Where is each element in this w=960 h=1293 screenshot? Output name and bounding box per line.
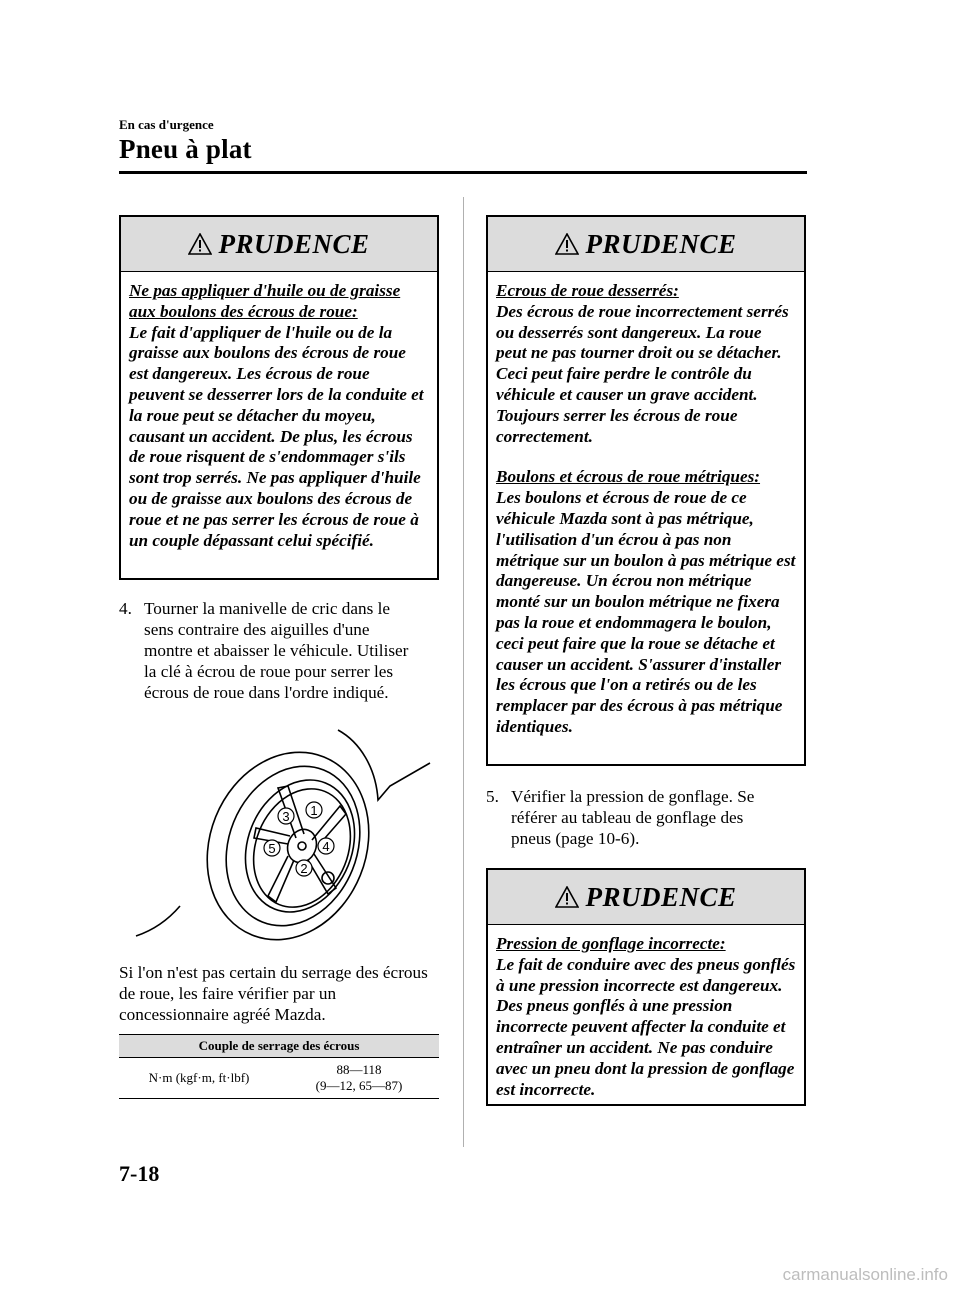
nut-label-4: 4 xyxy=(322,839,330,854)
torque-value xyxy=(279,1058,439,1099)
caution-header xyxy=(488,217,804,272)
caution-title: PRUDENCE xyxy=(585,228,737,259)
caution-heading-metric: Boulons et écrous de roue métriques: xyxy=(496,467,761,487)
nut-label-3: 3 xyxy=(282,809,290,824)
warning-icon xyxy=(555,886,579,908)
caution-text: Le fait d'appliquer de l'huile ou de la graisse aux boulons des écrous de roue est dangereux. Les écrous de roue peuvent se desserrer lors de la conduite et la roue peut se détacher du moyeu, causant un accident. De plus, les écrous de roue risquent de s'endommager s'ils sont trop serrés. Ne pas appliquer d'huile ou de graisse aux boulons des écrous de roue et ne pas serrer les écrous de roue à un couple dépassant celui spécifié. xyxy=(129,322,424,550)
torque-table xyxy=(119,1034,439,1099)
step-text: Vérifier la pression de gonflage. Se référer au tableau de gonflage des pneus (page 10-6). xyxy=(511,787,755,848)
caution-header xyxy=(121,217,437,272)
caution-body xyxy=(121,272,437,559)
torque-value-line1: 88―118 xyxy=(336,1062,382,1077)
column-divider xyxy=(463,197,464,1147)
page-number: 7-18 xyxy=(119,1161,160,1186)
watermark: carmanualsonline.info xyxy=(782,1265,948,1284)
warning-icon xyxy=(555,233,579,255)
caution-box-oil-grease xyxy=(119,215,439,580)
caution-body xyxy=(488,925,804,1108)
step-number: 4. xyxy=(119,599,132,618)
warning-icon xyxy=(188,233,212,255)
caution-title: PRUDENCE xyxy=(585,881,737,912)
nut-label-1: 1 xyxy=(310,803,318,818)
caution-box-wheel-nuts xyxy=(486,215,806,766)
caution-text-metric: Les boulons et écrous de roue de ce véhicule Mazda sont à pas métrique, l'utilisation d'un écrou à pas non métrique sur un boulon à pas métrique est dangereuse. Un écrou non métrique monté sur un boulon métrique ne fixera pas la roue et endommagera le boulon, ceci peut faire que la roue se détache et causer un accident. S'assurer d'installer les écrous que l'on a retirés ou de les remplacer par des écrous à pas métrique identiques. xyxy=(496,488,796,736)
step-5 xyxy=(486,786,786,849)
step-text: Tourner la manivelle de cric dans le sens contraire des aiguilles d'une montre et abaisser le véhicule. Utiliser la clé à écrou de roue pour serrer les écrous de roue dans l'ordre indiqué. xyxy=(144,599,409,702)
caution-box-tire-pressure xyxy=(486,868,806,1106)
caution-text: Le fait de conduire avec des pneus gonflés à une pression incorrecte est dangereux. Des pneus gonflés à une pression incorrecte peuvent affecter la conduite et entraîner un accident. Ne pas conduire avec un pneu dont la pression de gonflage est incorrecte. xyxy=(496,954,796,1099)
step-4 xyxy=(119,598,419,703)
step-number: 5. xyxy=(486,787,499,806)
title-rule xyxy=(119,171,807,174)
nut-label-2: 2 xyxy=(300,861,308,876)
torque-unit: N·m (kgf·m, ft·lbf) xyxy=(119,1058,279,1099)
caution-heading: Ne pas appliquer d'huile ou de graisse aux boulons des écrous de roue: xyxy=(129,281,401,321)
caution-heading-loose-nuts: Ecrous de roue desserrés: xyxy=(496,281,679,300)
section-label: En cas d'urgence xyxy=(119,117,214,132)
page-title: Pneu à plat xyxy=(119,134,252,164)
nut-label-5: 5 xyxy=(268,841,276,856)
caution-header xyxy=(488,870,804,925)
caution-heading: Pression de gonflage incorrecte: xyxy=(496,934,726,953)
wheel-nut-order-illustration xyxy=(128,728,438,943)
caution-title: PRUDENCE xyxy=(218,228,370,259)
caution-body xyxy=(488,272,804,746)
note-paragraph: Si l'on n'est pas certain du serrage des écrous de roue, les faire vérifier par un concessionnaire agréé Mazda. xyxy=(119,963,428,1024)
caution-text-loose-nuts: Des écrous de roue incorrectement serrés ou desserrés sont dangereux. La roue peut ne pas tourner droit ou se détacher. Ceci peut faire perdre le contrôle du véhicule et causer un grave accident. Toujours serrer les écrous de roue correctement. xyxy=(496,301,789,446)
torque-table-header: Couple de serrage des écrous xyxy=(119,1035,439,1058)
torque-value-line2: (9―12, 65―87) xyxy=(315,1078,403,1093)
